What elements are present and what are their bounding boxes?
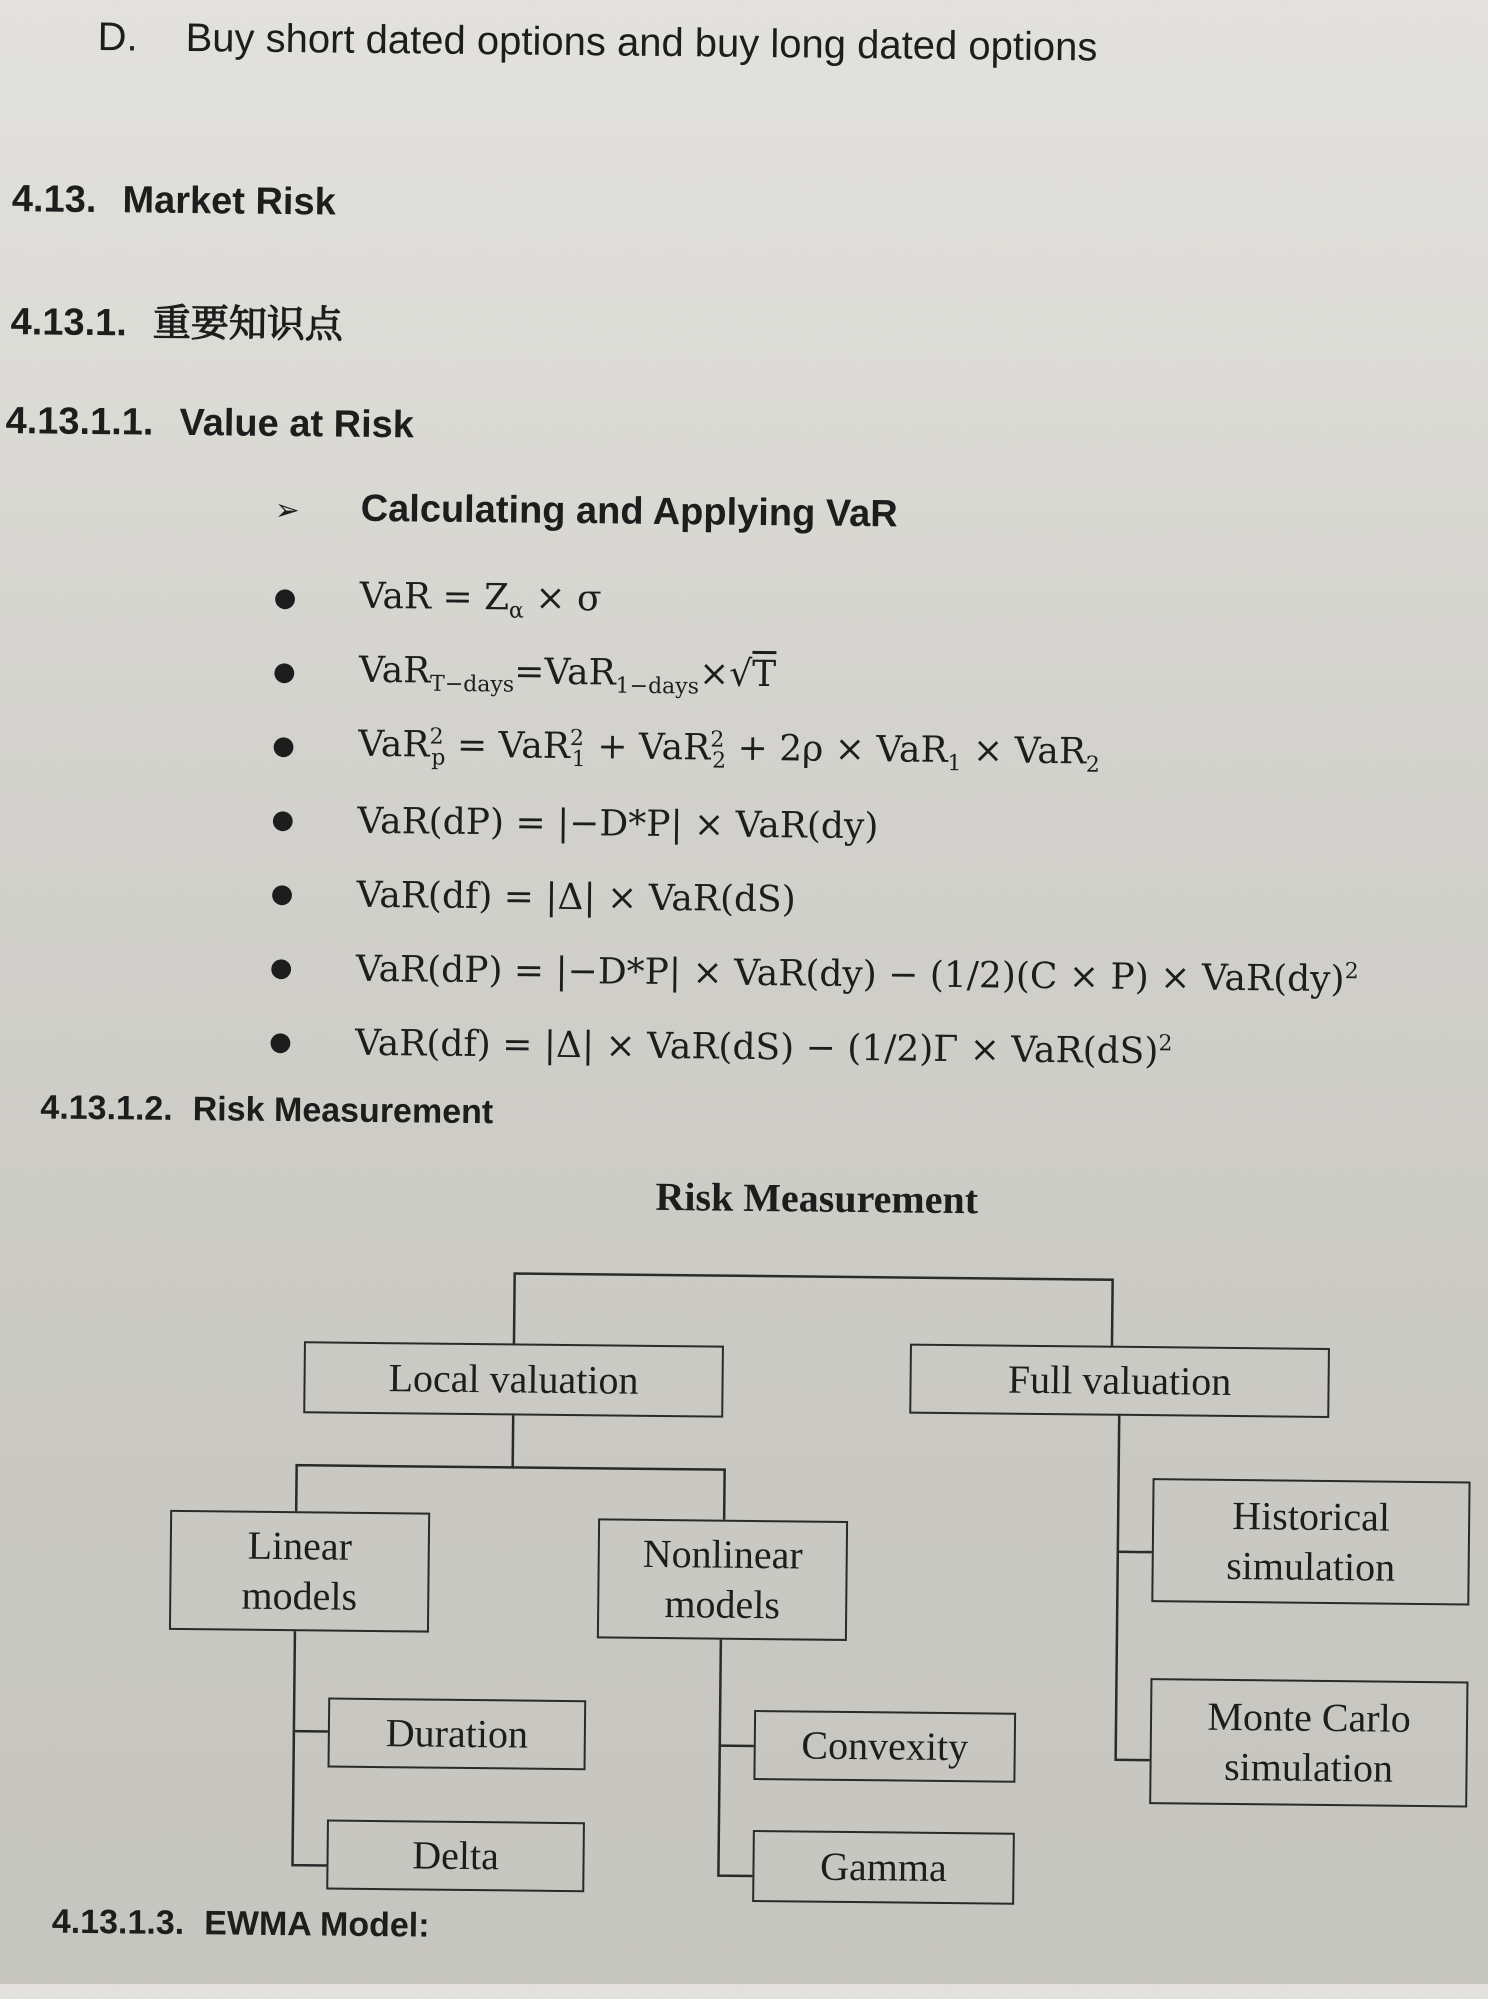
formula-var-basic: VaR = $Z_\alpha \times \sigma$	[360, 576, 602, 625]
nonlinear-branch	[718, 1640, 754, 1876]
box-line: Nonlinear	[643, 1529, 803, 1581]
linear-branch	[292, 1631, 328, 1865]
subheading-text: Calculating and Applying VaR	[360, 488, 897, 536]
option-text: Buy short dated options and buy long dated options	[185, 16, 1097, 70]
section-number: 4.13.1.	[10, 301, 127, 345]
section-title: Value at Risk	[179, 402, 414, 446]
option-letter: D.	[97, 15, 185, 61]
bullet-icon: ●	[271, 805, 357, 836]
convexity-box: Convexity	[753, 1710, 1016, 1783]
section-number: 4.13.	[12, 178, 97, 222]
box-line: Historical	[1232, 1491, 1390, 1543]
formula-var-scaling: VaR$_{T-days}$=VaR$_{1-days}$×√T	[359, 650, 777, 701]
nonlinear-models-box	[597, 1518, 848, 1641]
arrow-bullet-icon: ➢	[274, 493, 360, 529]
section-heading-4-13-1-3	[52, 1903, 430, 1946]
root-connector	[514, 1273, 1113, 1349]
delta-box: Delta	[326, 1820, 585, 1893]
bullet-icon: ●	[270, 879, 356, 910]
gamma-box: Gamma	[752, 1830, 1015, 1905]
box-line: simulation	[1226, 1541, 1395, 1593]
section-number: 4.13.1.2.	[40, 1088, 173, 1127]
full-branch	[1116, 1414, 1154, 1760]
section-title: Risk Measurement	[193, 1090, 494, 1131]
bullet-icon: ●	[273, 657, 359, 688]
section-title: Market Risk	[122, 179, 336, 223]
formula-bond-var: VaR(dP) = |−D*P| × VaR(dy)	[357, 800, 878, 846]
formula-var-portfolio: VaR$^2_p$ = VaR$^2_1$ + VaR$^2_2$ + 2ρ × VaR$_1$ × VaR$_2$	[358, 724, 1100, 778]
section-title: 重要知识点	[153, 303, 343, 347]
historical-simulation-box	[1151, 1478, 1470, 1605]
formula-option-var-gamma: VaR(df) = |Δ| × VaR(dS) − (1/2)Γ × VaR(dS)$^2$	[355, 1022, 1173, 1072]
bullet-icon: ●	[269, 1027, 355, 1058]
section-title: EWMA Model:	[204, 1904, 430, 1944]
bullet-icon: ●	[272, 731, 358, 762]
box-line: simulation	[1224, 1742, 1393, 1794]
section-number: 4.13.1.3.	[52, 1903, 185, 1942]
bullet-icon: ●	[270, 953, 356, 984]
box-line: Linear	[247, 1521, 352, 1572]
bullet-icon: ●	[274, 583, 360, 614]
full-valuation-box: Full valuation	[909, 1344, 1330, 1418]
box-line: models	[241, 1571, 357, 1622]
formula-bond-var-convexity: VaR(dP) = |−D*P| × VaR(dy) − (1/2)(C × P) × VaR(dy)$^2$	[356, 948, 1359, 999]
box-line: models	[664, 1579, 780, 1630]
local-connector	[513, 1415, 514, 1467]
formula-option-var: VaR(df) = |Δ| × VaR(dS)	[356, 874, 796, 920]
diagram-title: Risk Measurement	[655, 1173, 978, 1223]
box-line: Monte Carlo	[1207, 1692, 1411, 1744]
monte-carlo-simulation-box	[1149, 1678, 1468, 1807]
section-number: 4.13.1.1.	[5, 400, 153, 445]
local-valuation-box: Local valuation	[303, 1341, 724, 1417]
duration-box: Duration	[328, 1698, 587, 1771]
linear-models-box	[169, 1510, 430, 1633]
